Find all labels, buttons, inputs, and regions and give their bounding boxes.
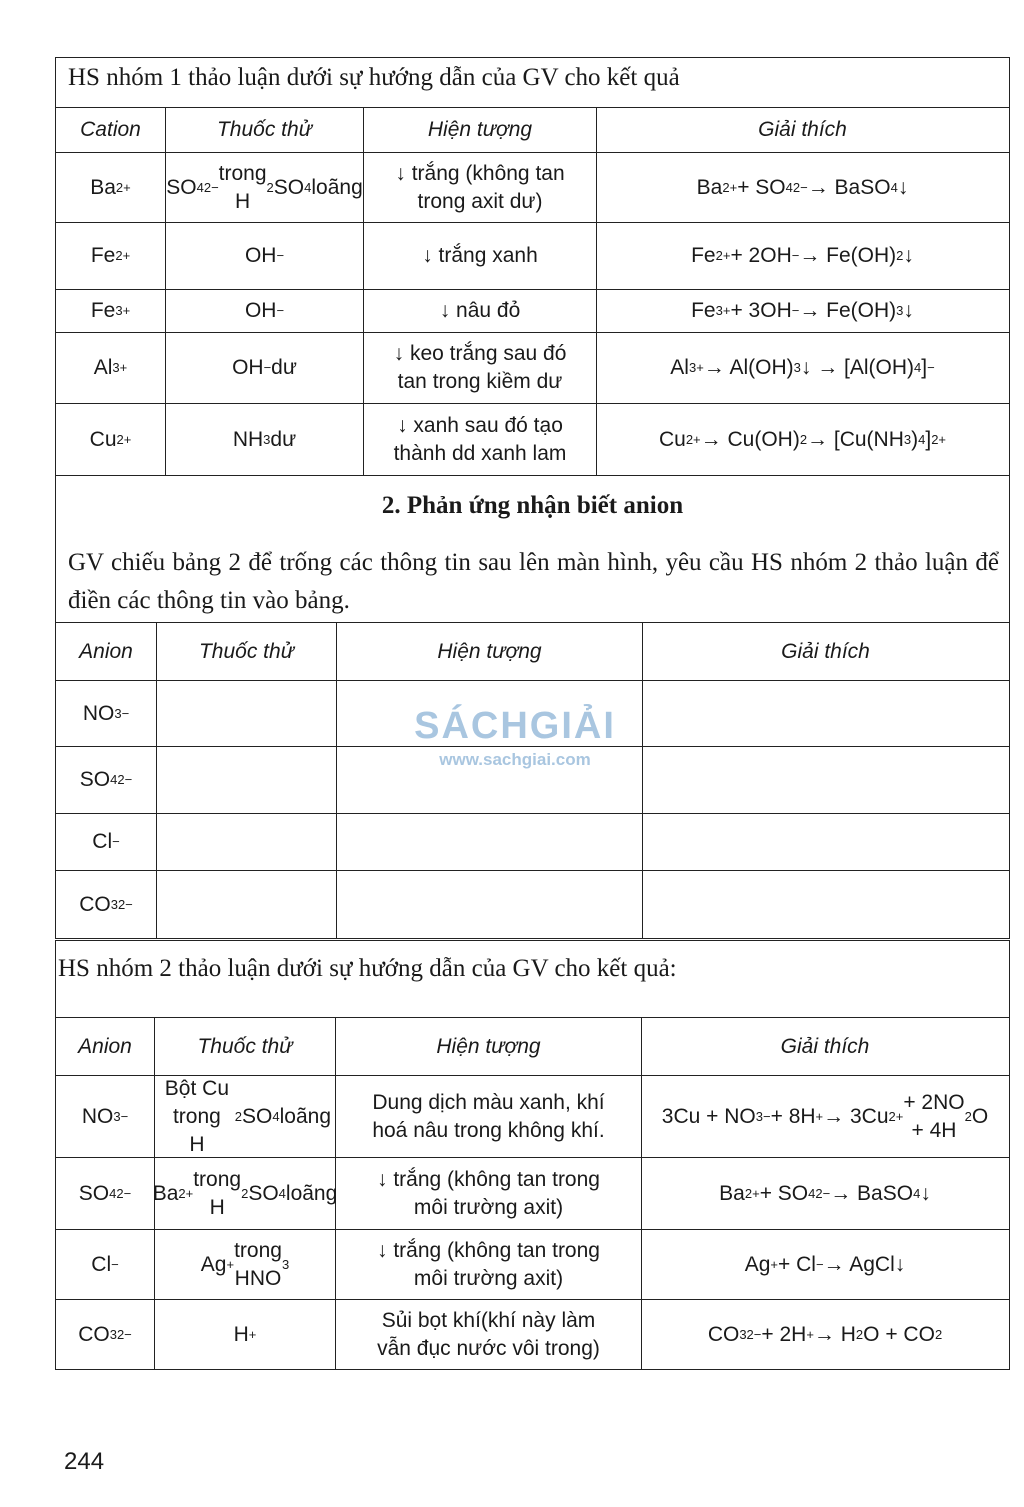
group2-intro: HS nhóm 2 thảo luận dưới sự hướng dẫn của GV cho kết quả:: [56, 941, 1009, 1018]
section-heading: 2. Phản ứng nhận biết anion: [381, 492, 684, 519]
section-paragraph: GV chiếu bảng 2 để trống các thông tin sau lên màn hình, yêu cầu HS nhóm 2 thảo luận để điền các thông tin vào bảng.: [56, 538, 1009, 623]
table-row: SO 4 2− Ba 2+ trong H 2 SO 4 loãng ↓ trắng (không tan trong môi trường axit) Ba 2+ + SO 4 2− → BaSO 4 ↓: [56, 1158, 1009, 1230]
table-row: Al 3+ OH − dư ↓ keo trắng sau đó tan trong kiềm dư Al 3+ → Al(OH) 3 ↓ → [Al(OH) 4 ] −: [56, 333, 1009, 404]
cation-header-row: [56, 108, 1009, 153]
table-row: CO 3 2− H + Sủi bọt khí(khí này làm vẫn đục nước vôi trong) CO 3 2− + 2H + → H 2 O + CO 2: [56, 1300, 1009, 1370]
anion-result-header-row: Anion Thuốc thử Hiện tượng Giải thích: [56, 1018, 1009, 1076]
table-row: SO 4 2−: [56, 747, 1009, 814]
table-row: Cl −: [56, 814, 1009, 871]
table-row: Ba 2+ SO 4 2− trong H 2 SO 4 loãng ↓ trắng (không tan trong axit dư) Ba 2+ + SO 4 2− → BaSO 4 ↓: [56, 153, 1009, 223]
table-row: NO 3 −: [56, 681, 1009, 747]
table-row: Cu 2+ NH 3 dư ↓ xanh sau đó tạo thành dd xanh lam Cu 2+ → Cu(OH) 2 → [Cu(NH 3 ) 4 ] 2+: [56, 404, 1009, 476]
table-row: Fe 2+ OH − ↓ trắng xanh Fe 2+ + 2OH − → Fe(OH) 2 ↓: [56, 223, 1009, 290]
watermark-url: www.sachgiai.com: [439, 750, 591, 769]
table-row: Cl − Ag + trong HNO 3 ↓ trắng (không tan trong môi trường axit) Ag + + Cl − → AgCl↓: [56, 1230, 1009, 1300]
cation-results-box: [55, 57, 1010, 476]
col-cation: Cation: [56, 108, 166, 152]
anion-results-box: [55, 940, 1010, 1370]
col-reagent: Thuốc thử: [166, 108, 364, 152]
page-number: 244: [64, 1448, 105, 1475]
watermark-logo: SÁCHGIẢI: [414, 705, 616, 747]
col-explanation: Giải thích: [758, 118, 847, 141]
table-row: CO 3 2−: [56, 871, 1009, 939]
anion-header-row: Anion Thuốc thử Hiện tượng Giải thích: [56, 623, 1009, 681]
table-row: NO 3 − Bột Cu trong H 2 SO 4 loãng Dung dịch màu xanh, khí hoá nâu trong không khí. 3Cu + NO 3 − + 8H + → 3Cu 2+ + 2NO + 4H 2 O: [56, 1076, 1009, 1158]
watermark: [410, 705, 620, 770]
col-phenomenon: Hiện tượng: [364, 108, 597, 152]
table-row: Fe 3+ OH − ↓ nâu đỏ Fe 3+ + 3OH − → Fe(OH) 3 ↓: [56, 290, 1009, 333]
group1-intro: HS nhóm 1 thảo luận dưới sự hướng dẫn của GV cho kết quả: [56, 58, 1009, 108]
